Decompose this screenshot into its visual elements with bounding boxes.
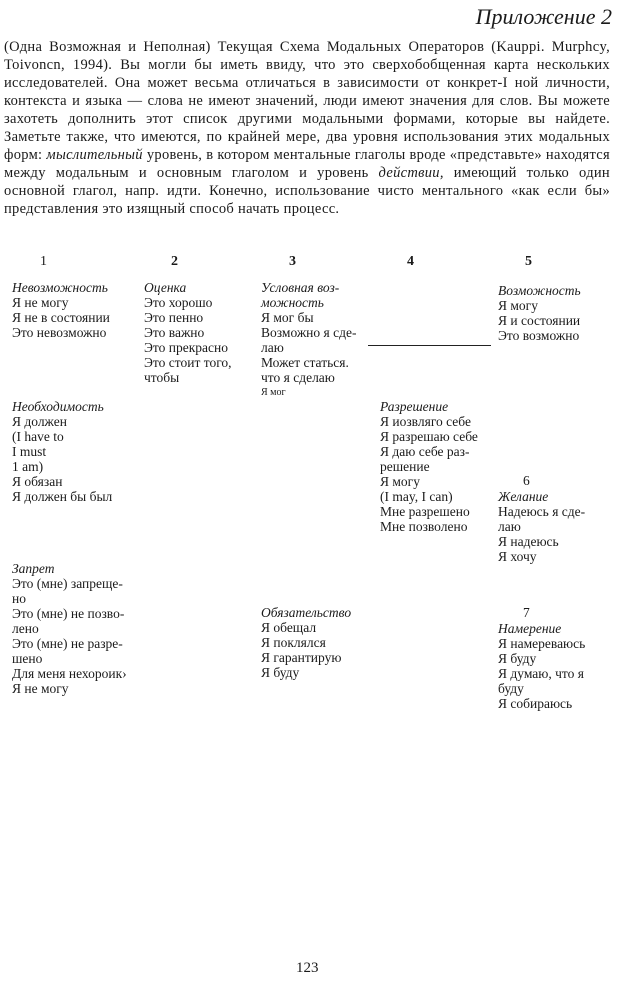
column-number-3: 3 — [289, 254, 296, 269]
block-razreshenie: Разрешение Я иозвляго себе Я разрешаю себе Я даю себе раз- решение Я могу (I may, I can) Мне разрешено Мне позволено — [380, 399, 478, 534]
intro-paragraph: (Одна Возможная и Неполная) Текущая Схема Модальных Операторов (Kauppi. Murphcy, Toivoncn, 1994). Вы могли бы иметь ввиду, что это сверхобобщенная карта нескольких исследователей. Она может весьма отличаться в зависимости от конкрет-I ной личности, контекста и языка — слова не имеют значений, люди имеют значения для слов. Вы можете захотеть дополнить этот список другими модальными формами, которые вы найдете. Заметьте также, что имеются, по крайней мере, два уровня использования этих модальных форм: мыслительный уровень, в котором ментальные глаголы вроде «представьте» находятся между модальным и основным глаголом и уровень действии, имеющий только один основной глагол, напр. идти. Конечно, использование чисто ментального «как если бы» представления это изящный способ начать процесс. — [4, 39, 610, 217]
column-number-1: 1 — [40, 254, 47, 269]
block-obyazatelstvo: Обязательство Я обещал Я поклялся Я гарантирую Я буду — [261, 605, 352, 680]
column-number-4: 4 — [407, 254, 414, 269]
block-number-7: 7 — [523, 605, 530, 620]
block-vozmozhnost: Возможность Я могу Я и состоянии Это возможно — [498, 283, 581, 343]
page-header: Приложение 2 — [475, 4, 612, 29]
column-number-5: 5 — [525, 254, 532, 269]
block-namerenie: Намерение Я намереваюсь Я буду Я думаю, что я буду Я собираюсь — [498, 621, 586, 711]
block-number-6: 6 — [523, 473, 530, 488]
block-zapret: Запрет Это (мне) запреще- но Это (мне) не позво- лено Это (мне) не разре- шено Для меня нехороик› Я не могу — [12, 561, 127, 696]
block-uslovnaya-vozmozhnost: Условная воз- можность Я мог бы Возможно я сде- лаю Может статься. что я сделаю Я мог — [261, 280, 357, 398]
page-number: 123 — [296, 960, 319, 976]
empty-column-rule — [368, 345, 491, 346]
block-neobhodimost: Необходимость Я должен (I have to I must 1 am) Я обязан Я должен бы был — [12, 399, 113, 504]
block-nevozmozhnost: Невозможность Я не могу Я не в состоянии Это невозможно — [12, 280, 110, 340]
block-zhelanie: Желание Надеюсь я сде- лаю Я надеюсь Я хочу — [498, 489, 586, 564]
block-otsenka: Оценка Это хорошо Это пенно Это важно Это прекрасно Это стоит того, чтобы — [144, 280, 232, 385]
column-number-2: 2 — [171, 254, 178, 269]
